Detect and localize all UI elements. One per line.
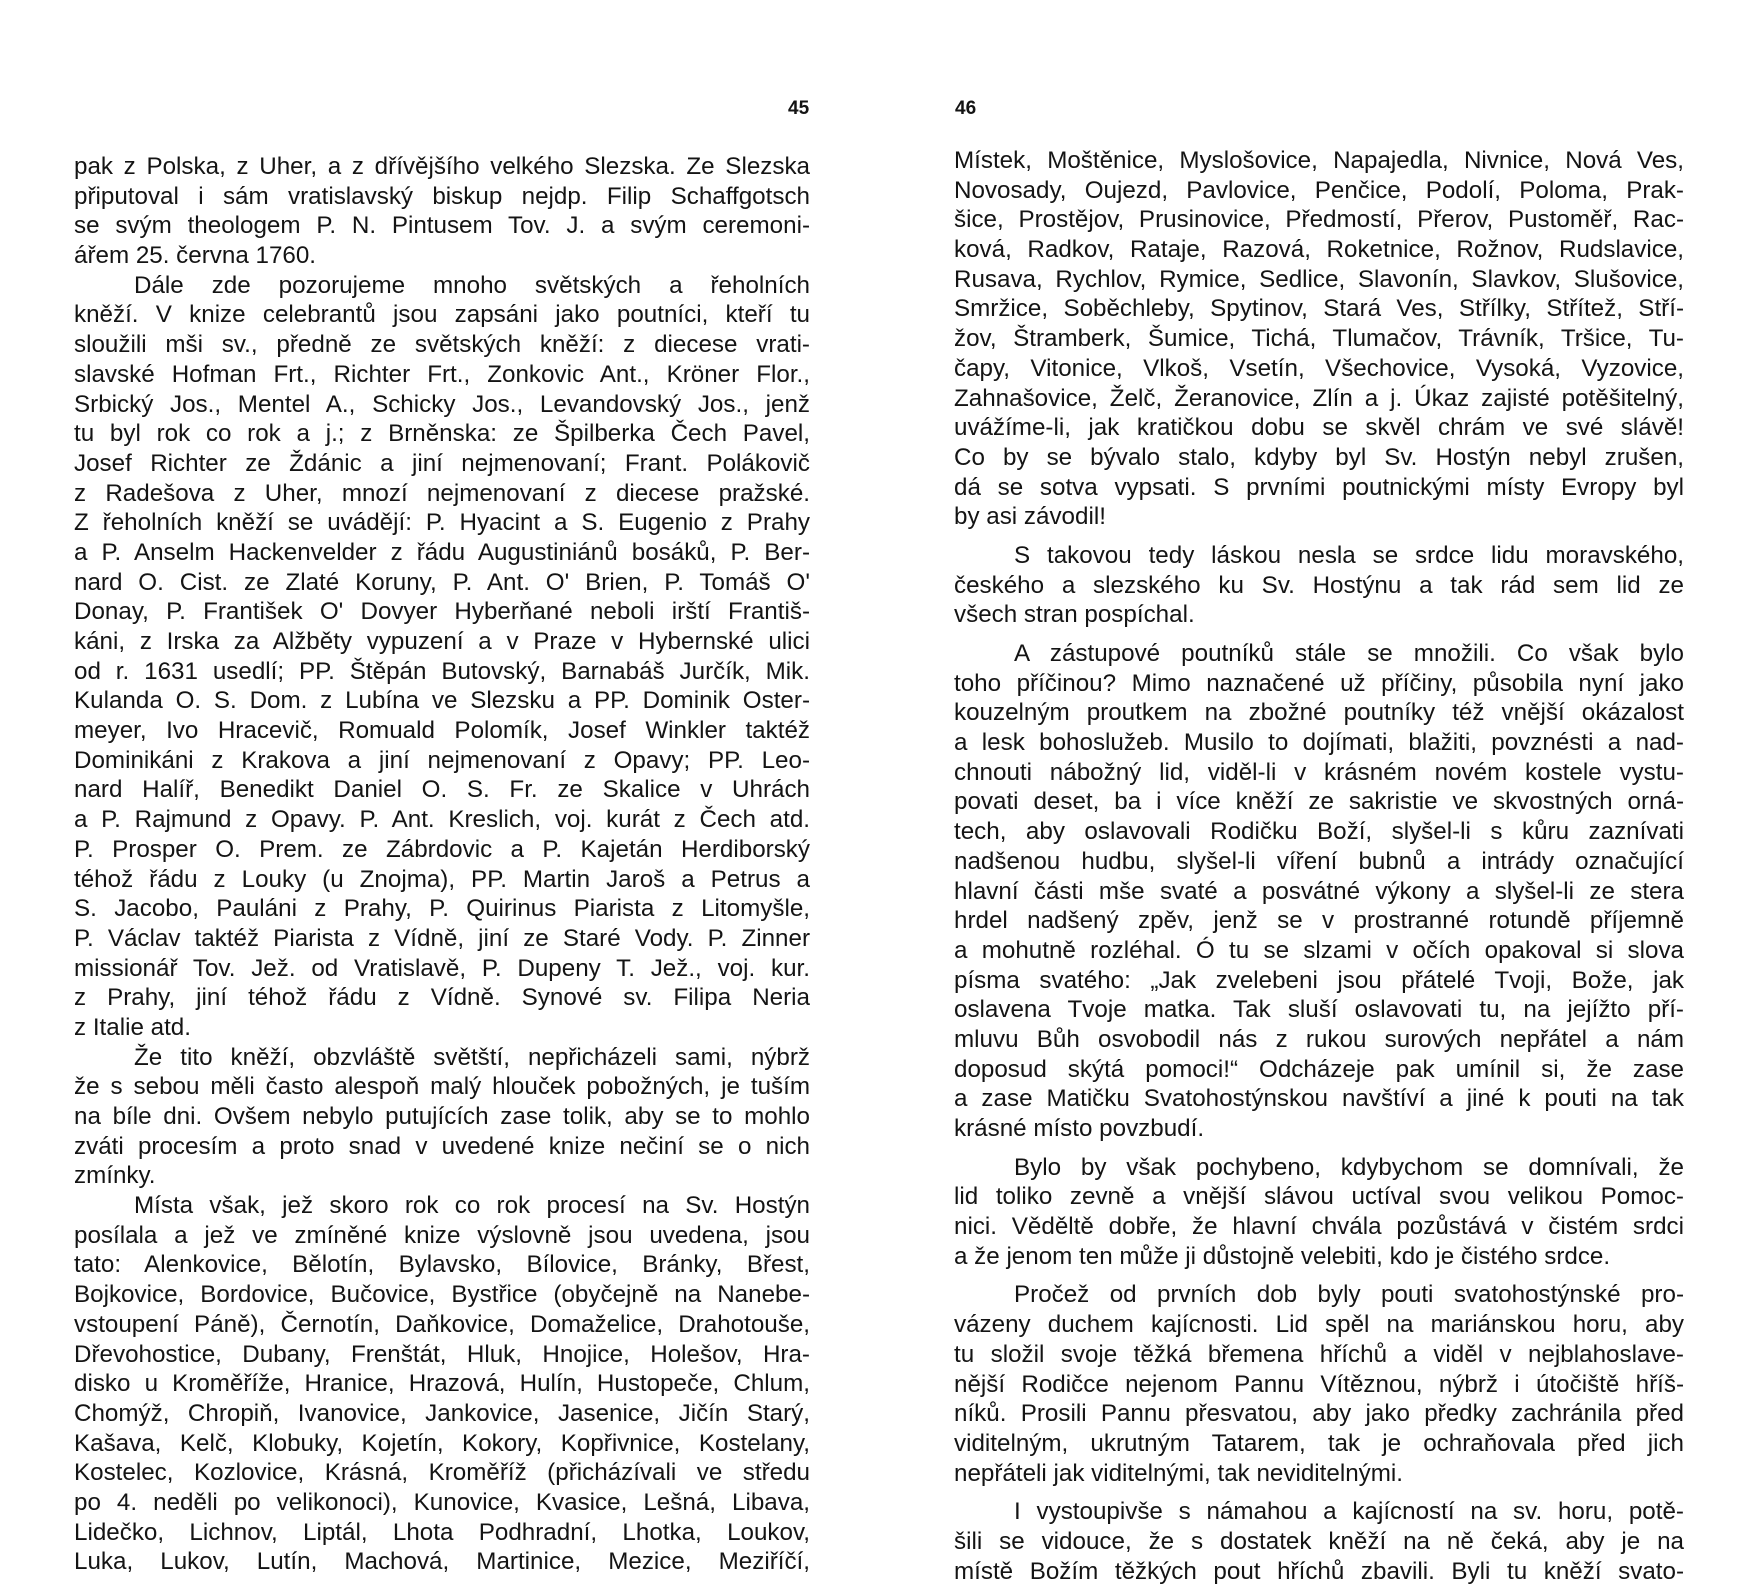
text-line: od r. 1631 usedlí; PP. Štěpán Butovský, Barnabáš Jurčík, Mik.	[74, 657, 810, 685]
text-line: toho příčinou? Mimo naznačené už příčiny, působila nyní jako	[954, 669, 1684, 697]
text-line: meyer, Ivo Hracevič, Romuald Polomík, Josef Winkler taktéž	[74, 717, 810, 745]
text-line: dá se sotva vypsati. S prvními poutnickými místy Evropy byl	[954, 473, 1684, 501]
text-line: se svým theologem P. N. Pintusem Tov. J. a svým ceremoni-	[74, 212, 810, 240]
page-number-right: 46	[955, 98, 977, 119]
text-line: místě Božím těžkých pout hříchů zbavili. Byli tu kněží svato-	[954, 1557, 1684, 1585]
text-line: Bojkovice, Bordovice, Bučovice, Bystřice (obyčejně na Nanebe-	[74, 1281, 810, 1309]
text-line: tech, aby oslavovali Rodičku Boží, slyšel-li s kůru zaznívati	[954, 818, 1684, 846]
text-line: viditelným, ukrutným Tatarem, tak je ochraňovala před jich	[954, 1429, 1684, 1457]
text-line: Josef Richter ze Ždánic a jiní nejmenovaní; Frant. Polákovič	[74, 449, 810, 477]
text-line: a zase Matičku Svatohostýnskou navštíví a jiné k pouti na tak	[954, 1085, 1684, 1113]
text-line: chnouti nábožný lid, viděl-li v krásném novém kostele vystu-	[954, 758, 1684, 786]
text-line: nější Rodičce nejenom Pannu Vítěznou, nýbrž i útočiště hříš-	[954, 1370, 1684, 1398]
page-number-left: 45	[788, 98, 810, 119]
text-line: a P. Rajmund z Opavy. P. Ant. Kreslich, voj. kurát z Čech atd.	[74, 806, 810, 834]
text-line: Kulanda O. S. Dom. z Lubína ve Slezsku a PP. Dominik Oster-	[74, 687, 810, 715]
text-line: na bíle dni. Ovšem nebylo putujících zase tolik, aby se to mohlo	[74, 1103, 810, 1130]
text-line: Donay, P. František O' Dovyer Hyberňané neboli irští Františ-	[74, 598, 810, 626]
text-line: pak z Polska, z Uher, a z dřívějšího velkého Slezska. Ze Slezska	[74, 153, 810, 180]
text-line: missionář Tov. Jež. od Vratislavě, P. Dupeny T. Jež., voj. kur.	[74, 954, 810, 982]
text-line: nepřáteli jak viditelnými, tak neviditelnými.	[954, 1459, 1404, 1487]
text-line: připutoval i sám vratislavský biskup nejdp. Filip Schaffgotsch	[74, 182, 810, 210]
text-line: šili se vidouce, že s dostatek kněží na ně čeká, aby je na	[954, 1527, 1684, 1555]
text-line: tu byl rok co rok a j.; z Brněnska: ze Špilberka Čech Pavel,	[74, 420, 810, 448]
text-line: Srbický Jos., Mentel A., Schicky Jos., Levandovský Jos., jenž	[74, 390, 810, 418]
text-line: ková, Radkov, Rataje, Razová, Roketnice, Rožnov, Rudslavice,	[954, 236, 1684, 264]
text-line: Že tito kněží, obzvláště světští, nepřicházeli sami, nýbrž	[134, 1043, 810, 1071]
text-line: čapy, Vitonice, Vlkoš, Vsetín, Všechovice, Vysoká, Vyzovice,	[954, 354, 1684, 382]
text-line: Dále zde pozorujeme mnoho světských a řeholních	[134, 271, 810, 299]
text-line: nard Halíř, Benedikt Daniel O. S. Fr. ze Skalice v Uhrách	[74, 776, 810, 804]
text-line: Zahnašovice, Želč, Žeranovice, Zlín a j. Úkaz zajisté potěšitelný,	[954, 384, 1684, 412]
text-line: I vystoupivše s námahou a kajícností na sv. horu, potě-	[1014, 1498, 1684, 1526]
text-line: písma svatého: „Jak zvelebeni jsou přátelé Tvoji, Bože, jak	[954, 966, 1684, 994]
text-line: Co by se bývalo stalo, kdyby byl Sv. Hostýn nebyl zrušen,	[954, 443, 1684, 471]
text-line: A zástupové poutníků stále se množili. Co však bylo	[1014, 640, 1684, 667]
text-line: žov, Štramberk, Šumice, Tichá, Tlumačov, Trávník, Tršice, Tu-	[954, 325, 1684, 353]
text-line: Smržice, Soběchleby, Spytinov, Stará Ves, Střílky, Střítež, Stří-	[954, 295, 1684, 323]
text-line: hlavní části mše svaté a posvátné výkony a slyšel-li ze stera	[954, 877, 1684, 905]
text-line: a lesk bohoslužeb. Musilo to dojímati, blažiti, povznésti a nad-	[954, 729, 1684, 757]
text-line: krásné místo povzbudí.	[954, 1115, 1205, 1142]
text-line: mluvu Bůh osvobodil nás z rukou surových nepřátel a nám	[954, 1025, 1684, 1053]
text-line: Místek, Moštěnice, Myslošovice, Napajedla, Nivnice, Nová Ves,	[954, 147, 1684, 174]
text-line: Chomýž, Chropiň, Ivanovice, Jankovice, Jasenice, Jičín Starý,	[74, 1399, 810, 1427]
text-line: tato: Alenkovice, Bělotín, Bylavsko, Bílovice, Bránky, Břest,	[74, 1251, 810, 1279]
text-line: z Radešova z Uher, mnozí nejmenovaní z diecese pražské.	[74, 479, 810, 507]
text-line: posílala a jež ve zmíněné knize výslovně jsou uvedena, jsou	[74, 1221, 810, 1249]
text-line: oslavena Tvoje matka. Tak sluší oslavovati tu, na jejížto pří-	[954, 996, 1684, 1024]
text-line: Kostelec, Kozlovice, Krásná, Kroměříž (přicházívali ve středu	[74, 1459, 810, 1487]
text-line: Lidečko, Lichnov, Liptál, Lhota Podhradní, Lhotka, Loukov,	[74, 1518, 810, 1546]
text-line: by asi závodil!	[954, 503, 1106, 531]
text-line: českého a slezského ku Sv. Hostýnu a tak rád sem lid ze	[954, 571, 1684, 599]
text-line: šice, Prostějov, Prusinovice, Předmostí, Přerov, Pustoměř, Rac-	[954, 206, 1684, 234]
right-page	[879, 0, 1758, 1585]
text-line: po 4. neděli po velikonoci), Kunovice, Kvasice, Lešná, Libava,	[74, 1488, 810, 1516]
text-line: Novosady, Oujezd, Pavlovice, Penčice, Podolí, Poloma, Prak-	[954, 176, 1684, 204]
text-line: z Prahy, jiní téhož řádu z Vídně. Synové sv. Filipa Neria	[74, 984, 810, 1012]
text-line: téhož řádu z Louky (u Znojma), PP. Martin Jaroš a Petrus a	[74, 865, 810, 893]
text-line: Místa však, jež skoro rok co rok procesí na Sv. Hostýn	[134, 1192, 810, 1220]
text-line: zváti procesím a proto snad v uvedené knize nečiní se o nich	[74, 1132, 810, 1160]
text-line: kouzelným proutkem na zbožné poutníky též vnější okázalost	[954, 699, 1684, 727]
text-line: Rusava, Rychlov, Rymice, Sedlice, Slavonín, Slavkov, Slušovice,	[954, 265, 1684, 293]
text-line: že s sebou měli často alespoň malý hlouček pobožných, je tuším	[74, 1073, 810, 1101]
text-line: lid toliko zevně a vnější slávou uctíval svou velikou Pomoc-	[954, 1183, 1684, 1211]
text-line: Bylo by však pochybeno, kdybychom se domnívali, že	[1014, 1153, 1684, 1181]
text-line: nici. Věděltě dobře, že hlavní chvála pozůstává v čistém srdci	[954, 1213, 1684, 1241]
text-line: sloužili mši sv., předně ze světských kněží: z diecese vrati-	[74, 331, 810, 359]
text-line: slavské Hofman Frt., Richter Frt., Zonkovic Ant., Kröner Flor.,	[74, 360, 810, 388]
text-line: nadšenou hudbu, slyšel-li víření bubnů a intrády označující	[954, 847, 1684, 875]
text-line: níků. Prosili Pannu přesvatou, aby jako předky zachránila před	[954, 1400, 1684, 1428]
left-page	[0, 0, 879, 1576]
right-page-body	[954, 146, 1684, 1586]
text-line: Kašava, Kelč, Klobuky, Kojetín, Kokory, Kopřivnice, Kostelany,	[74, 1429, 810, 1457]
text-line: ářem 25. června 1760.	[74, 242, 317, 270]
text-line: Z řeholních kněží se uvádějí: P. Hyacint a S. Eugenio z Prahy	[74, 509, 810, 537]
text-line: S. Jacobo, Pauláni z Prahy, P. Quirinus Piarista z Litomyšle,	[74, 895, 810, 923]
text-line: Dřevohostice, Dubany, Frenštát, Hluk, Hnojice, Holešov, Hra-	[74, 1340, 810, 1368]
text-line: vázeny duchem kajícnosti. Lid spěl na mariánskou horu, aby	[954, 1311, 1684, 1339]
text-line: zmínky.	[74, 1162, 156, 1190]
text-line: P. Václav taktéž Piarista z Vídně, jiní ze Staré Vody. P. Zinner	[74, 924, 810, 952]
text-line: hrdel nadšený zpěv, jenž se v prostranné rotundě příjemně	[954, 907, 1684, 935]
text-line: S takovou tedy láskou nesla se srdce lidu moravského,	[1014, 541, 1684, 569]
text-line: káni, z Irska za Alžběty vypuzení a v Praze v Hybernské ulici	[74, 628, 810, 655]
text-line: všech stran pospíchal.	[954, 601, 1195, 629]
text-line: nard O. Cist. ze Zlaté Koruny, P. Ant. O' Brien, P. Tomáš O'	[74, 568, 810, 596]
text-line: Luka, Lukov, Lutín, Machová, Martinice, Mezice, Meziříčí,	[74, 1548, 810, 1576]
text-line: vstoupení Páně), Černotín, Daňkovice, Domaželice, Drahotouše,	[74, 1310, 810, 1338]
text-line: a mohutně rozléhal. Ó tu se slzami v očích opakoval si slova	[954, 936, 1684, 964]
text-line: z Italie atd.	[74, 1013, 191, 1041]
text-line: a P. Anselm Hackenvelder z řádu Augustiniánů bosáků, P. Ber-	[74, 538, 810, 566]
left-page-body	[74, 152, 810, 1577]
text-line: P. Prosper O. Prem. ze Zábrdovic a P. Kajetán Herdiborský	[74, 835, 810, 863]
text-line: disko u Kroměříže, Hranice, Hrazová, Hulín, Hustopeče, Chlum,	[74, 1370, 810, 1398]
text-line: uvážíme-li, jak kratičkou dobu se skvěl chrám ve své slávě!	[954, 414, 1684, 442]
text-line: Pročež od prvních dob byly pouti svatohostýnské pro-	[1014, 1281, 1684, 1309]
text-line: Dominikáni z Krakova a jiní nejmenovaní z Opavy; PP. Leo-	[74, 746, 810, 774]
text-line: tu složil svoje těžká břemena hříchů a viděl v nejblahoslave-	[954, 1340, 1684, 1368]
text-line: kněží. V knize celebrantů jsou zapsáni jako poutníci, kteří tu	[74, 301, 810, 329]
text-line: doposud skýtá pomoci!“ Odcházeje pak umínil si, že zase	[954, 1055, 1684, 1083]
text-line: a že jenom ten může ji důstojně velebiti, kdo je čistého srdce.	[954, 1242, 1611, 1270]
text-line: povati deset, ba i více kněží ze sakristie ve skvostných orná-	[954, 788, 1684, 816]
